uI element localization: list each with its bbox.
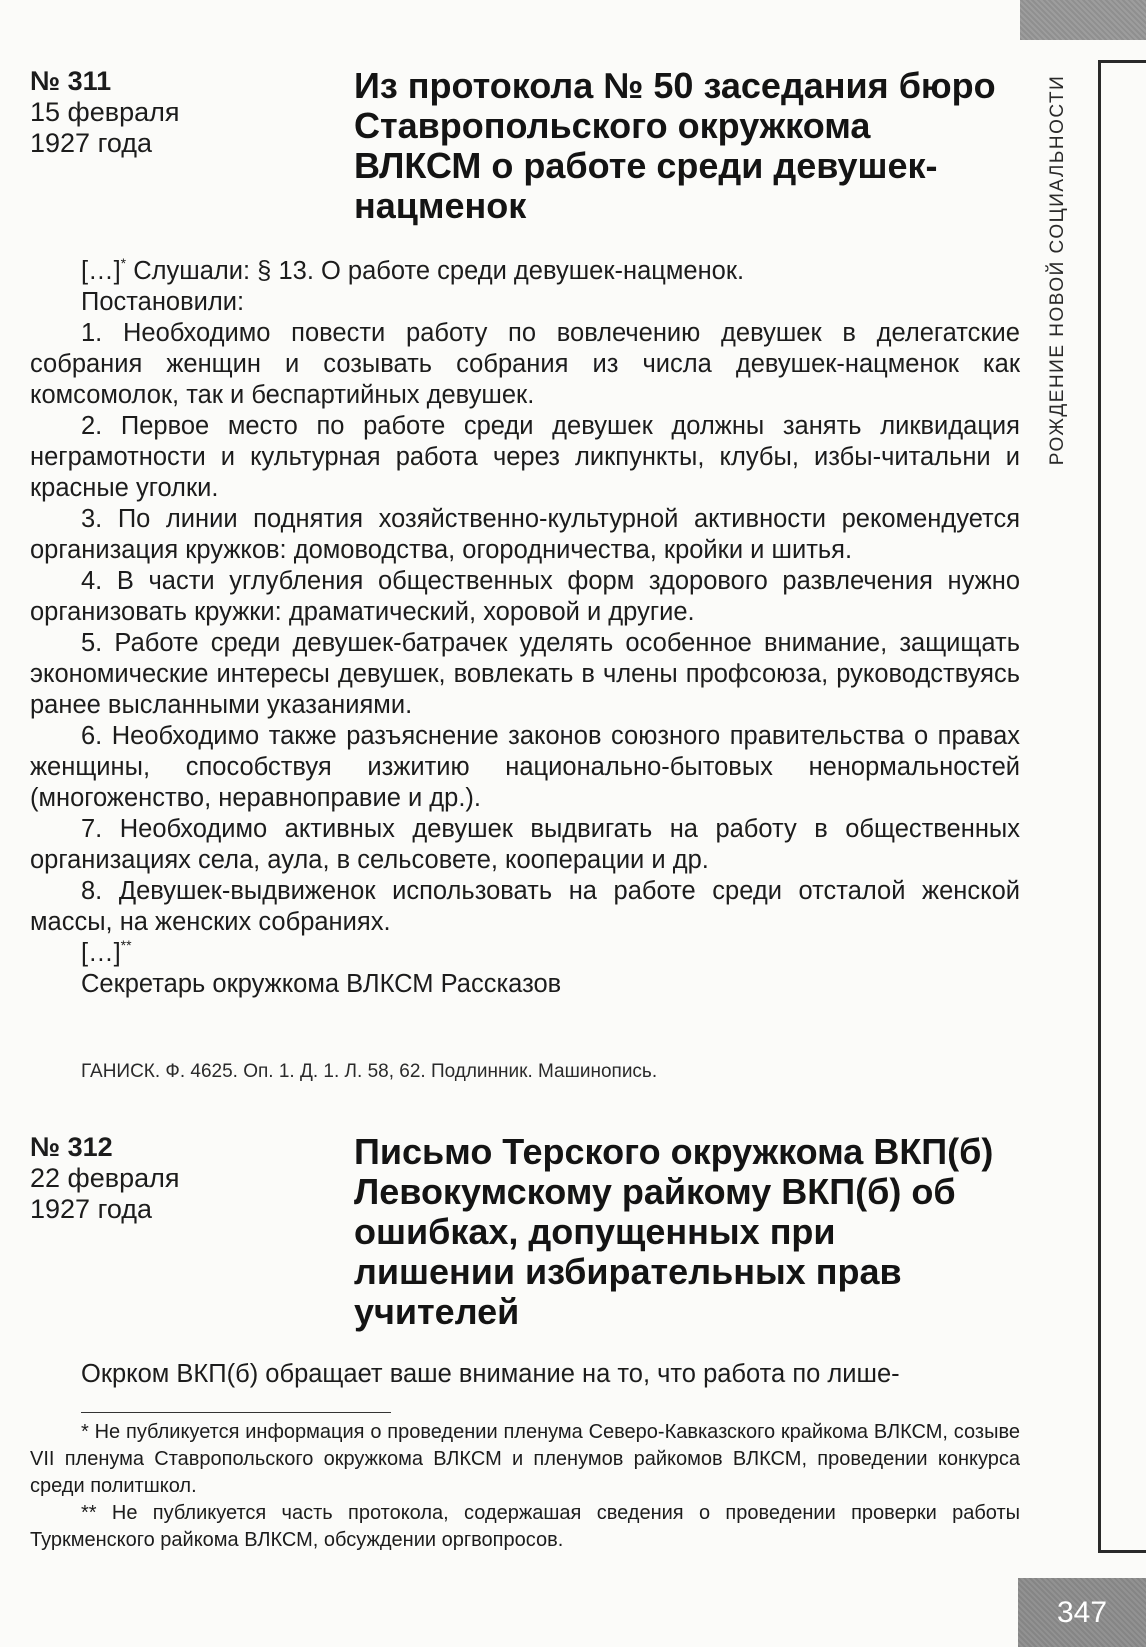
doc-number: № 311 (30, 66, 112, 96)
resolution-item: 2. Первое место по работе среди девушек должны занять ликвидация неграмотности и культурная работа через ликпункты, клубы, избы-читальни и красные уголки. (30, 412, 1020, 502)
signature: Секретарь окружкома ВЛКСМ Рассказов (81, 970, 562, 998)
doc-number: № 312 (30, 1132, 113, 1162)
doc-312-title: Письмо Терского окружкома ВКП(б) Левокумскому райкому ВКП(б) об ошибках, допущенных при лишении избирательных прав учителей (354, 1131, 994, 1332)
doc-date-year: 1927 года (30, 128, 153, 158)
intro-text: Слушали: § 13. О работе среди девушек-нацменок. (126, 257, 745, 285)
resolution-item: 3. По линии поднятия хозяйственно-культурной активности рекомендуется организация кружков: домоводства, огородничества, кройки и шитья. (30, 505, 1020, 564)
page-number-tab (1018, 1578, 1146, 1647)
running-head (1046, 60, 1070, 480)
doc-312-meta (30, 1132, 180, 1225)
footnote: * Не публикуется информация о проведении пленума Северо-Кавказского крайкома ВЛКСМ, созыве VII пленума Ставропольского окружкома ВЛКСМ и пленумов райкомов ВЛКСМ, проведении конкурса среди политшкол. (30, 1421, 1020, 1497)
doc-312-body (30, 1359, 1020, 1390)
running-head-text: РОЖДЕНИЕ НОВОЙ СОЦИАЛЬНОСТИ (1047, 74, 1068, 466)
resolution-item: 7. Необходимо активных девушек выдвигать на работу в общественных организациях села, аула, в сельсовете, кооперации и др. (30, 815, 1020, 874)
doc-date-day: 22 февраля (30, 1163, 180, 1193)
omission-paragraph (30, 938, 1020, 969)
resolution-item: 1. Необходимо повести работу по вовлечению девушек в делегатские собрания женщин и созывать собрания из числа девушек-нацменок как комсомолок, так и беспартийных девушек. (30, 319, 1020, 409)
doc-312-text: Окрком ВКП(б) обращает ваше внимание на то, что работа по лише- (81, 1360, 900, 1388)
footnote-ref: ** (120, 937, 132, 953)
resolution-item: 4. В части углубления общественных форм здорового развлечения нужно организовать кружки: драматический, хоровой и другие. (30, 567, 1020, 626)
top-edge-tab (1020, 0, 1146, 40)
side-frame (1098, 60, 1146, 1553)
footnote-ref: * (120, 255, 127, 271)
footnote-divider (81, 1412, 391, 1413)
footnotes (30, 1419, 1020, 1554)
doc-311-body (30, 256, 1020, 1000)
resolution-item: 5. Работе среди девушек-батрачек уделять особенное внимание, защищать экономические интересы девушек, вовлекать в члены профсоюза, руководствуясь ранее высланными указаниями. (30, 629, 1020, 719)
doc-date-year: 1927 года (30, 1194, 153, 1224)
resolution-item: 6. Необходимо также разъяснение законов союзного правительства о правах женщины, способствуя изжитию национально-бытовых ненормальностей (многоженство, неравноправие и др.). (30, 722, 1020, 812)
archive-reference: ГАНИСК. Ф. 4625. Оп. 1. Д. 1. Л. 58, 62. Подлинник. Машинопись. (81, 1061, 658, 1082)
omission-mark: […] (81, 939, 121, 967)
doc-311-title: Из протокола № 50 заседания бюро Ставропольского окружкома ВЛКСМ о работе среди девушек-нацменок (354, 65, 996, 226)
resolution-item: 8. Девушек-выдвиженок использовать на работе среди отсталой женской массы, на женских собраниях. (30, 877, 1020, 936)
doc-311-meta (30, 66, 180, 159)
page-number: 347 (1056, 1595, 1108, 1629)
footnote: ** Не публикуется часть протокола, содержашая сведения о проведении проверки работы Туркменского райкома ВЛКСМ, обсуждении оргвопросов. (30, 1502, 1020, 1551)
resolved-heading: Постановили: (81, 288, 245, 316)
omission-mark: […] (81, 257, 121, 285)
intro-paragraph (30, 256, 1020, 287)
doc-date-day: 15 февраля (30, 97, 180, 127)
